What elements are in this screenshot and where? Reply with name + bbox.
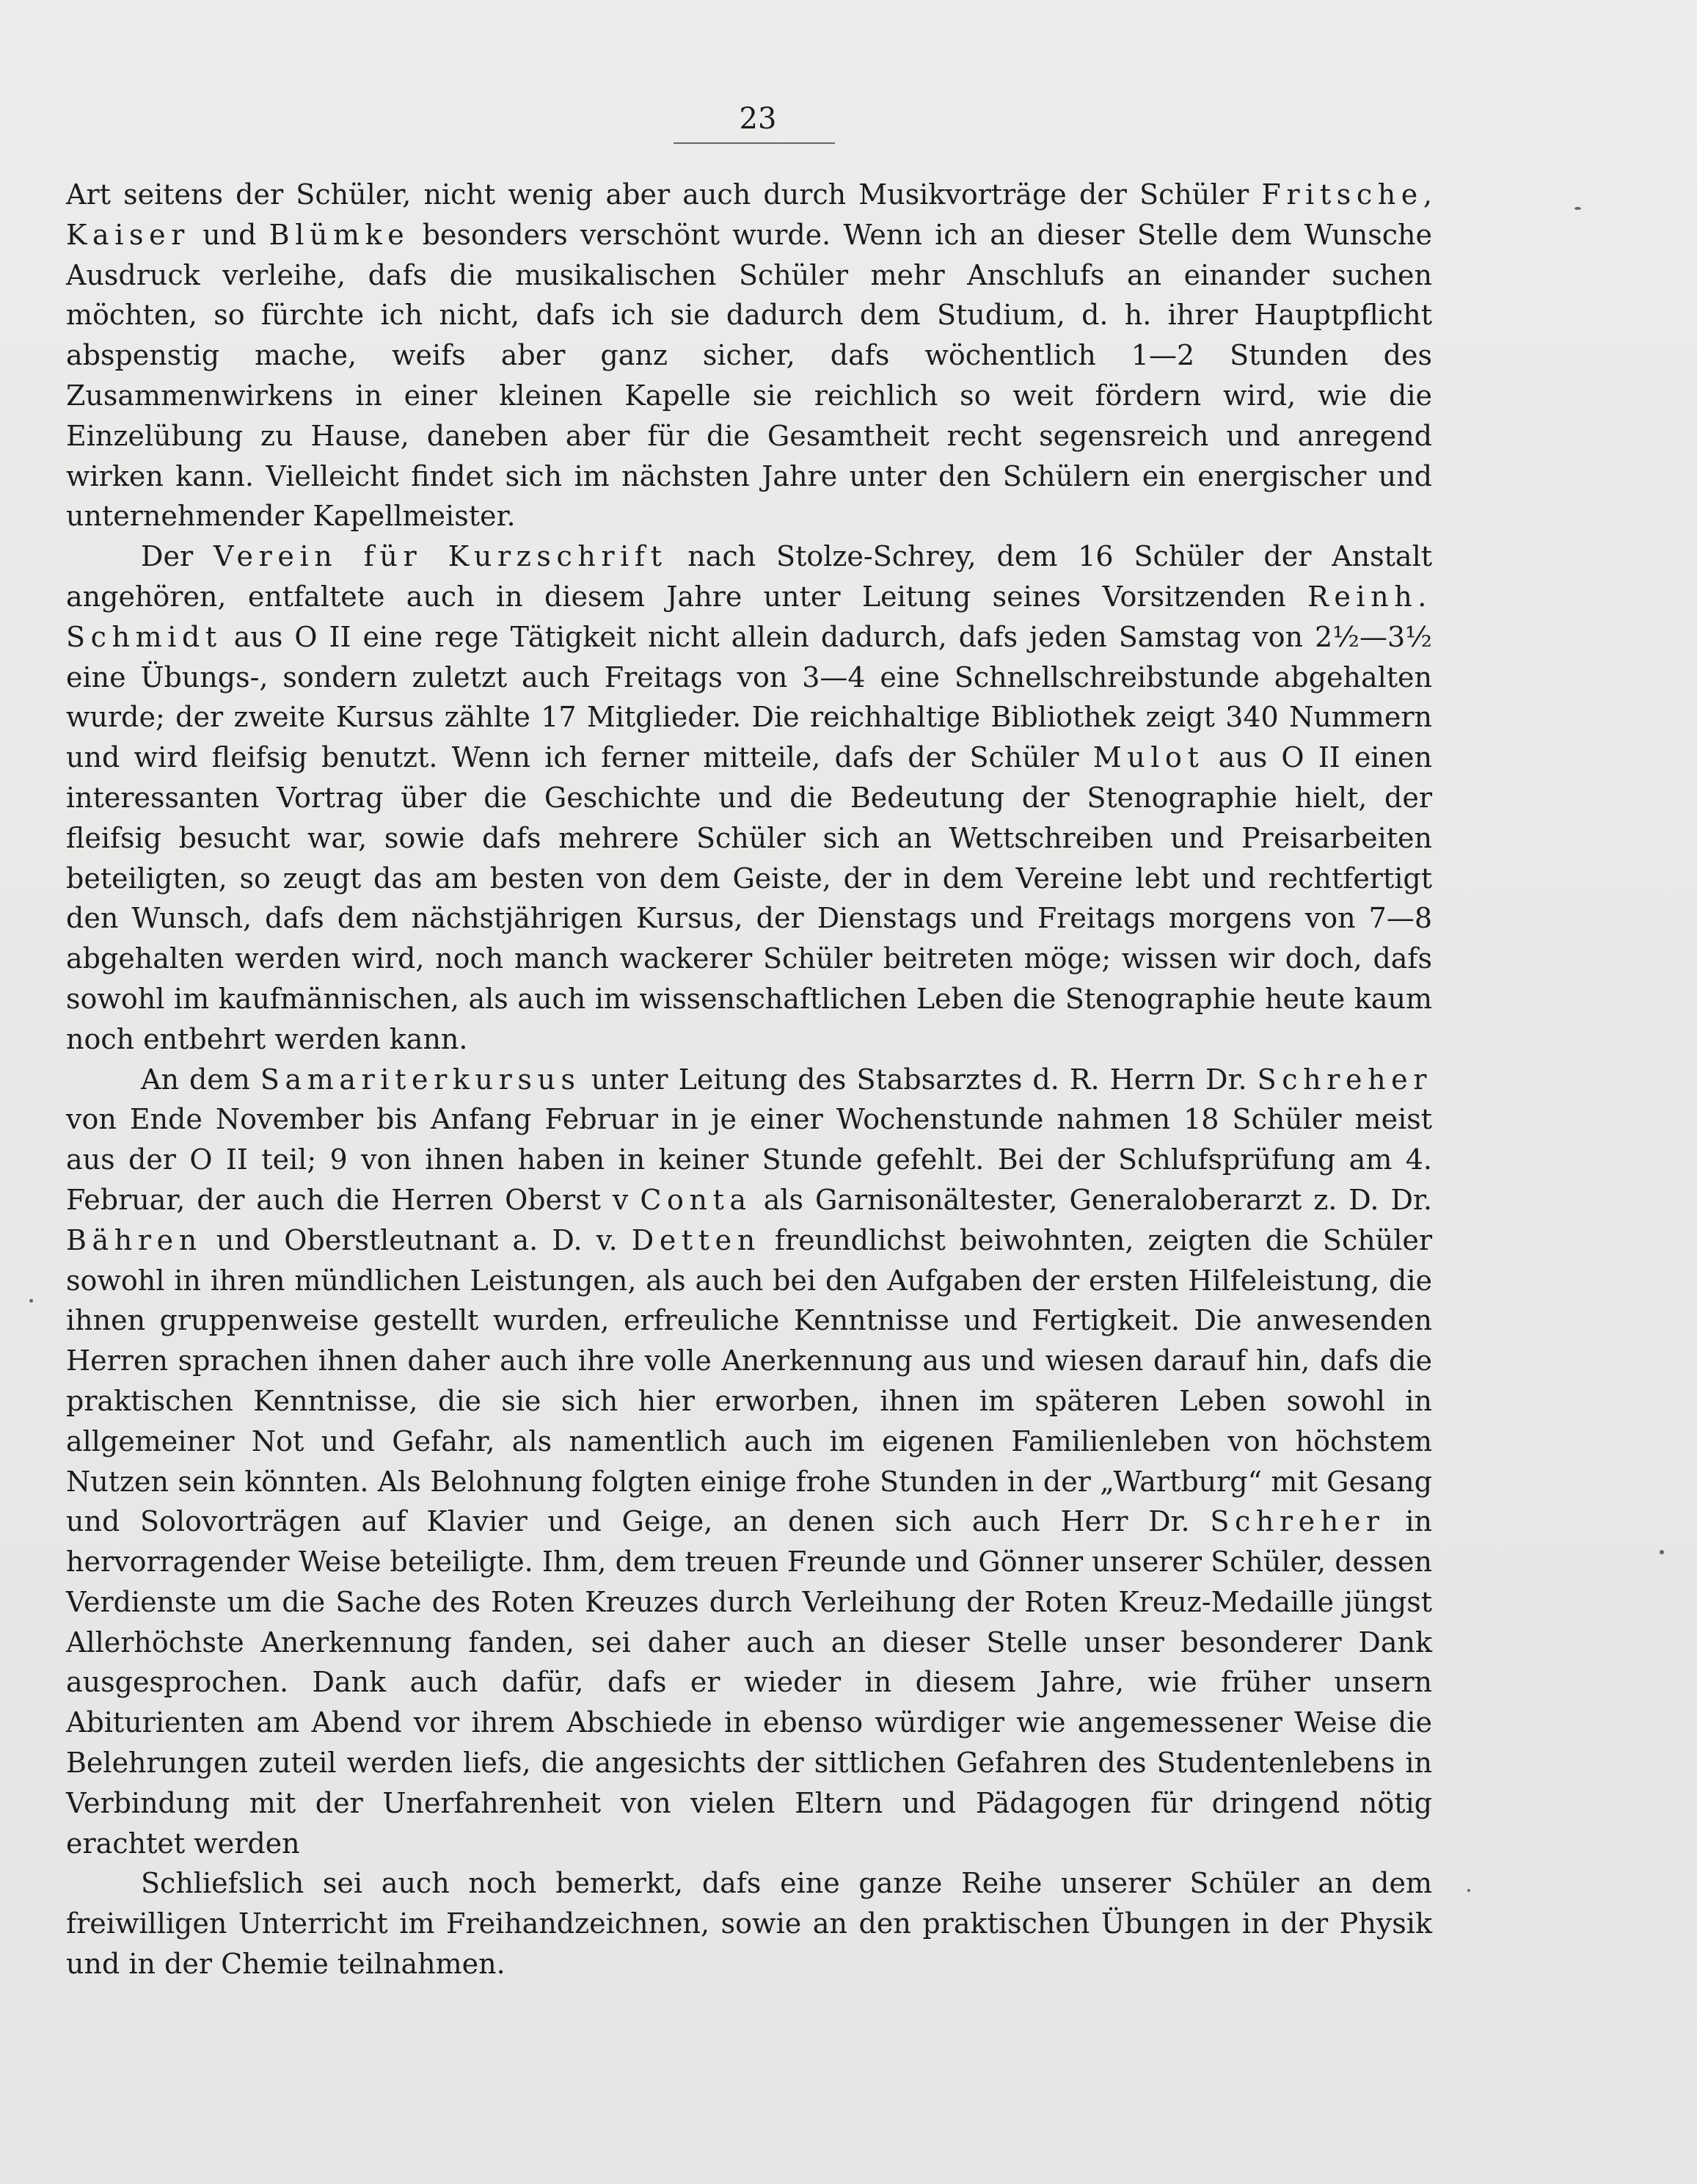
text-run: aus O II einen interessanten Vortrag über die Geschichte und die Bedeutung der Stenographie hielt, der fleifsig besucht war, sowie dafs mehrere Schüler sich an Wettschreiben und Preisarbeiten beteiligten, so zeugt das am besten von dem Geiste, der in dem Vereine lebt und rechtfertigt den Wunsch, dafs dem nächstjährigen Kursus, der Dienstags und Freitags morgens von 7—8 abgehalten werden wird, noch manch wackerer Schüler beitreten möge; wissen wir doch, dafs sowohl im kaufmännischen, als auch im wissenschaftlichen Leben die Stenographie heute kaum noch entbehrt werden kann. — [66, 741, 1432, 1055]
spaced-name: Schreher — [1257, 1063, 1433, 1096]
scan-speck — [29, 1299, 33, 1303]
body-text — [66, 175, 1432, 1984]
text-run: , — [1423, 178, 1432, 211]
spaced-name: Bähren — [66, 1223, 202, 1256]
text-run: und Oberstleutnant a. D. v. — [202, 1223, 632, 1256]
text-run: freundlichst beiwohnten, zeigten die Schüler sowohl in ihren mündlichen Leistungen, als auch bei den Aufgaben der ersten Hilfeleistung, die ihnen gruppenweise gestellt wurden, erfreuliche Kenntnisse und Fertigkeit. Die anwesenden Herren sprachen ihnen daher auch ihre volle Anerkennung aus und wiesen darauf hin, dafs die praktischen Kenntnisse, die sie sich hier erworben, ihnen im späteren Leben sowohl in allgemeiner Not und Gefahr, als namentlich auch im eigenen Familienleben von höchstem Nutzen sein könnten. Als Belohnung folgten einige frohe Stunden in der „Wartburg“ mit Gesang und Solovorträgen auf Klavier und Geige, an denen sich auch Herr Dr. — [66, 1223, 1432, 1538]
scan-speck — [1467, 1889, 1470, 1892]
spaced-name: Verein für Kurzschrift — [213, 540, 668, 573]
spaced-name: Mulot — [1092, 741, 1205, 774]
text-run: Art seitens der Schüler, nicht wenig aber auch durch Musikvorträge der Schüler — [66, 178, 1262, 211]
paragraph-4 — [66, 1863, 1432, 1984]
spaced-name: Schreher — [1210, 1505, 1385, 1538]
text-run: Schliefslich sei auch noch bemerkt, dafs eine ganze Reihe unserer Schüler an dem freiwilligen Unterricht im Freihandzeichnen, sowie an den praktischen Übungen in der Physik und in der Chemie teilnahmen. — [66, 1867, 1432, 1981]
paragraph-2 — [66, 536, 1432, 1059]
header-rule — [674, 142, 835, 144]
page-number: 23 — [739, 102, 777, 136]
spaced-name: Reinh. Schmidt — [66, 580, 1432, 653]
text-run: nach Stolze-Schrey, dem 16 Schüler der Anstalt angehören, entfaltete auch in diesem Jahre unter Leitung seines Vorsitzenden — [66, 540, 1432, 613]
spaced-name: Detten — [631, 1223, 761, 1256]
scan-speck — [1660, 1550, 1664, 1554]
text-run: Der — [141, 540, 214, 573]
paragraph-3 — [66, 1060, 1432, 1864]
text-run: als Garnisonältester, Generaloberarzt z. D. Dr. — [751, 1183, 1432, 1216]
text-run: aus O II eine rege Tätigkeit nicht allein dadurch, dafs jeden Samstag von 2½—3½ eine Übungs-, sondern zuletzt auch Freitags von 3—4 eine Schnellschreibstunde abgehalten wurde; der zweite Kursus zählte 17 Mitglieder. Die reichhaltige Bibliothek zeigt 340 Nummern und wird fleifsig benutzt. Wenn ich ferner mitteile, dafs der Schüler — [66, 620, 1432, 774]
spaced-name: Fritsche — [1261, 178, 1423, 211]
spaced-name: Conta — [640, 1183, 752, 1216]
spaced-name: Blümke — [269, 218, 410, 251]
scan-speck — [1574, 207, 1581, 210]
text-run: in hervorragender Weise beteiligte. Ihm, dem treuen Freunde und Gönner unserer Schüler, dessen Verdienste um die Sache des Roten Kreuzes durch Verleihung der Roten Kreuz-Medaille jüngst Allerhöchste Anerkennung fanden, sei daher auch an dieser Stelle unser besonderer Dank ausgesprochen. Dank auch dafür, dafs er wieder in diesem Jahre, wie früher unsern Abiturienten am Abend vor ihrem Abschiede in ebenso würdiger wie angemessener Weise die Belehrungen zuteil werden liefs, die angesichts der sittlichen Gefahren des Studentenlebens in Verbindung mit der Unerfahrenheit von vielen Eltern und Pädagogen für dringend nötig erachtet werden — [66, 1505, 1432, 1860]
spaced-name: Kaiser — [66, 218, 190, 251]
paragraph-1 — [66, 175, 1432, 536]
text-run: und — [189, 218, 269, 251]
text-run: besonders verschönt wurde. Wenn ich an dieser Stelle dem Wunsche Ausdruck verleihe, dafs die musikalischen Schüler mehr Anschlufs an einander suchen möchten, so fürchte ich nicht, dafs ich sie dadurch dem Studium, d. h. ihrer Hauptpflicht abspenstig mache, weifs aber ganz sicher, dafs wöchentlich 1—2 Stunden des Zusammenwirkens in einer kleinen Kapelle sie reichlich so weit fördern wird, wie die Einzelübung zu Hause, daneben aber für die Gesamtheit recht segensreich und anregend wirken kann. Vielleicht findet sich im nächsten Jahre unter den Schülern ein energischer und unternehmender Kapellmeister. — [66, 218, 1432, 533]
text-run: An dem — [141, 1063, 260, 1096]
text-run: unter Leitung des Stabsarztes d. R. Herrn Dr. — [580, 1063, 1258, 1096]
text-run: von Ende November bis Anfang Februar in je einer Wochenstunde nahmen 18 Schüler meist aus der O II teil; 9 von ihnen haben in keiner Stunde gefehlt. Bei der Schlufsprüfung am 4. Februar, der auch die Herren Oberst v — [66, 1103, 1432, 1216]
spaced-name: Samariterkursus — [260, 1063, 581, 1096]
